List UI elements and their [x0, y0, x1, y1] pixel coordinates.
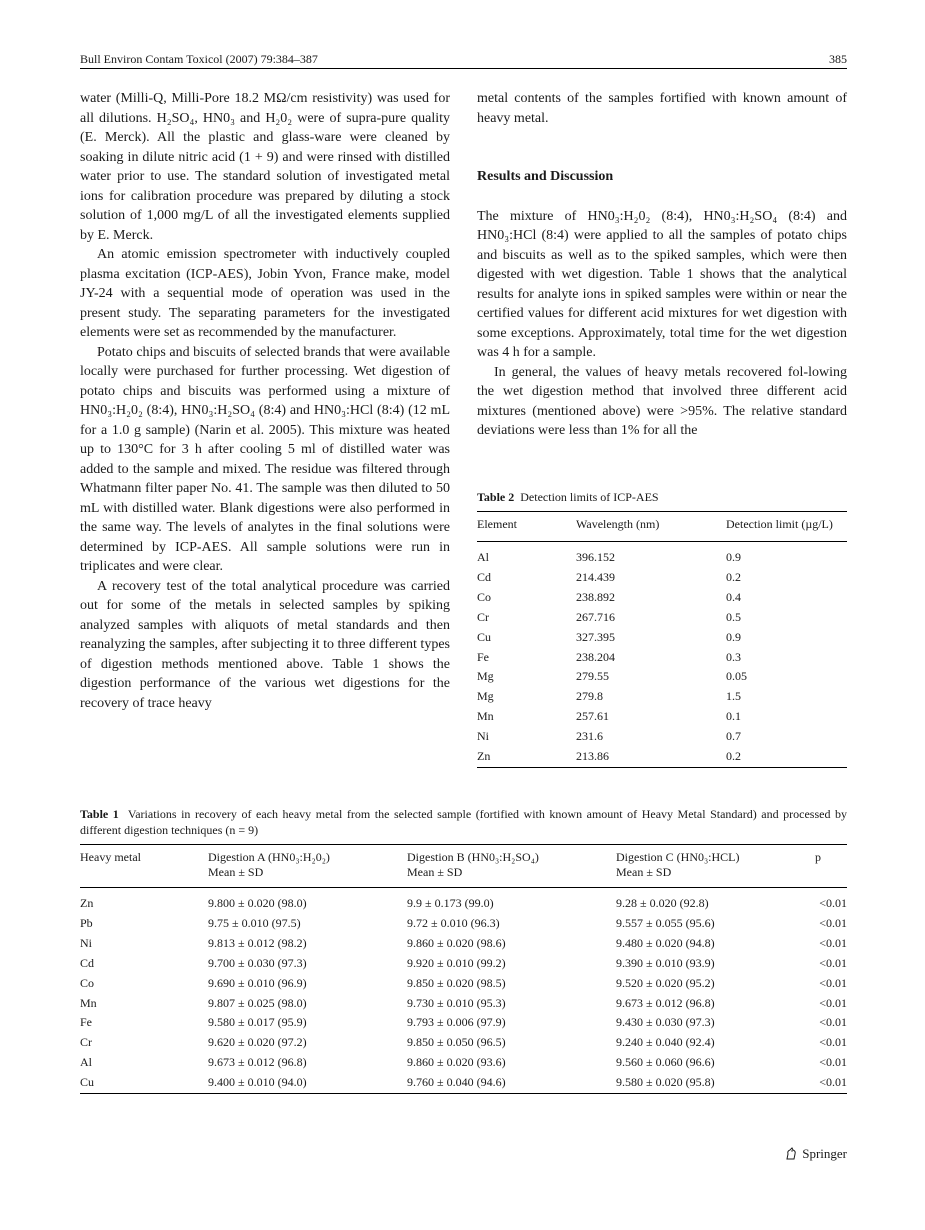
table-cell: 0.3 [726, 649, 741, 664]
column-header: Digestion B (HN0₃:H₂SO₄) Mean ± SD [407, 845, 616, 888]
table-cell: 0.5 [726, 609, 741, 624]
table-cell: 9.430 ± 0.030 (97.3) [616, 1015, 715, 1030]
table-cell: 9.860 ± 0.020 (98.6) [407, 935, 506, 950]
table-cell: 9.700 ± 0.030 (97.3) [208, 955, 307, 970]
table-cell: 9.560 ± 0.060 (96.6) [616, 1055, 715, 1070]
table-row [80, 1073, 847, 1093]
table-row [80, 1033, 847, 1053]
table-cell: 213.86 [576, 747, 726, 767]
table-cell: Cr [80, 1035, 92, 1050]
table-cell: 9.690 ± 0.010 (96.9) [208, 975, 307, 990]
table-cell: 9.72 ± 0.010 (96.3) [407, 915, 500, 930]
table-cell: 327.395 [576, 629, 615, 644]
table-cell: <0.01 [819, 1015, 847, 1030]
table-2 [477, 489, 847, 768]
table-cell: 238.892 [576, 589, 615, 604]
table-cell: 0.9 [726, 629, 741, 644]
table-cell: Al [80, 1055, 92, 1070]
table-cell: 9.850 ± 0.050 (96.5) [407, 1035, 506, 1050]
table-cell: 1.5 [726, 689, 741, 704]
table-cell: 9.673 ± 0.012 (96.8) [208, 1055, 307, 1070]
table-cell: Cd [477, 569, 492, 584]
table-cell: <0.01 [819, 995, 847, 1010]
table-cell: 0.4 [726, 589, 741, 604]
table-row [80, 954, 847, 974]
table-cell: 9.240 ± 0.040 (92.4) [616, 1035, 715, 1050]
table-cell: 9.800 ± 0.020 (98.0) [208, 896, 307, 910]
detection-limits-table [477, 511, 847, 768]
table-row [477, 707, 847, 727]
table-cell: Fe [80, 1015, 92, 1030]
table-cell: 0.7 [726, 729, 741, 744]
table-cell: Ni [80, 935, 92, 950]
publisher-footer [784, 1146, 847, 1162]
table-cell: <0.01 [815, 1073, 847, 1093]
table-cell: <0.01 [819, 955, 847, 970]
paragraph: An atomic emission spectrometer with inductively coupled plasma excitation (ICP-AES), Jobin Yvon, France make, model JY-24 with a sequential mode of operation was used in the present study. The separating parameters for the investigated elements were set as recommended by the manufacturer. [80, 247, 450, 340]
table-cell: <0.01 [819, 975, 847, 990]
table-cell: 9.760 ± 0.040 (94.6) [407, 1073, 616, 1093]
table-cell: 267.716 [576, 609, 615, 624]
table-cell: 9.850 ± 0.020 (98.5) [407, 975, 506, 990]
table-cell: 9.28 ± 0.020 (92.8) [616, 896, 709, 910]
paragraph: water (Milli-Q, Milli-Pore 18.2 MΩ/cm resistivity) was used for all dilutions. H₂SO₄, HN0₃ and H₂0₂ were of supra-pure quality (E. Merck). All the plastic and glass-ware were cleaned by soaking in dilute nitric acid (1 + 9) and were rinsed with distilled water prior to use. The standard solution of investigated metal ions for calibration procedure was prepared by diluting a stock solution of 1,000 mg/L of all the investigated elements supplied by E. Merck. [80, 91, 450, 243]
table-cell: <0.01 [819, 1055, 847, 1070]
table-row [477, 588, 847, 608]
table-cell: 257.61 [576, 709, 609, 724]
paragraph: The mixture of HN0₃:H₂0₂ (8:4), HN0₃:H₂SO₄ (8:4) and HN0₃:HCl (8:4) were applied to all the samples of potato chips and biscuits as well as to the spiked samples, which were then digested with wet digestion. Table 1 shows that the analytical results for analyte ions in spiked samples were within or near the certified values for different acid mixtures for wet digestion with some exceptions. Approximately, total time for the wet digestion was 4 h for a sample. [477, 208, 847, 360]
table-cell: Pb [80, 915, 93, 930]
table-caption [80, 806, 847, 838]
table-cell: 0.2 [726, 569, 741, 584]
table-1 [80, 806, 847, 1094]
column-header: p [815, 845, 847, 888]
table-cell: Cu [80, 1073, 208, 1093]
table-cell: <0.01 [819, 935, 847, 950]
table-cell: <0.01 [819, 1035, 847, 1050]
table-cell: Al [477, 550, 489, 564]
table-row [477, 648, 847, 668]
column-header: Digestion C (HN0₃:HCL) Mean ± SD [616, 845, 815, 888]
table-cell: 0.9 [726, 550, 741, 564]
table-cell: 9.730 ± 0.010 (95.3) [407, 995, 506, 1010]
table-cell: 9.75 ± 0.010 (97.5) [208, 915, 301, 930]
table-row [80, 1053, 847, 1073]
right-column [477, 89, 847, 441]
column-header: Element [477, 512, 576, 542]
table-cell: <0.01 [819, 896, 847, 910]
column-header: Detection limit (µg/L) [726, 512, 847, 542]
table-cell: 9.580 ± 0.020 (95.8) [616, 1073, 815, 1093]
table-cell: Cu [477, 629, 492, 644]
table-cell: 9.793 ± 0.006 (97.9) [407, 1015, 506, 1030]
table-cell: Mg [477, 669, 494, 684]
paragraph: Potato chips and biscuits of selected brands that were available locally were purchased for further processing. Wet digestion of potato chips and biscuits was performed using a mixture of HN0₃:H₂0₂ (8:4), HN0₃:H₂SO₄ (8:4) and HN0₃:HCl (8:4) (12 mL for a 1.0 g sample) (Narin et al. 2005). This mixture was heated up to 130°C for 3 h after cooling 5 ml of distilled water was added to the sample and mixed. The residue was filtered through Whatmann filter paper No. 41. The sample was then diluted to 50 mL with distilled water. Blank digestions were also performed in the same way. The levels of analytes in the final solutions were determined by ICP-AES. All sample solutions were run in triplicates and were clear. [80, 344, 450, 574]
table-cell: 9.580 ± 0.017 (95.9) [208, 1015, 307, 1030]
paragraph: A recovery test of the total analytical procedure was carried out for some of the metals in selected samples by spiking analyzed samples with aliquots of metal standards and then reanalyzing the samples, after subjecting it to three different types of digestion methods mentioned above. Table 1 shows the digestion performance of the various wet digestions for the recovery of trace heavy [80, 578, 450, 711]
table-cell: Fe [477, 649, 489, 664]
table-row [477, 568, 847, 588]
table-cell: 9.673 ± 0.012 (96.8) [616, 995, 715, 1010]
left-column [80, 89, 450, 713]
table-row [80, 1013, 847, 1033]
recovery-table [80, 844, 847, 1094]
table-cell: 9.557 ± 0.055 (95.6) [616, 915, 715, 930]
table-cell: Co [80, 975, 95, 990]
table-cell: Co [477, 589, 492, 604]
table-cell: Zn [477, 747, 576, 767]
table-caption-text: Detection limits of ICP-AES [520, 490, 659, 504]
table-cell: 238.204 [576, 649, 615, 664]
table-row [80, 914, 847, 934]
table-row [80, 994, 847, 1014]
table-cell: 0.2 [726, 747, 847, 767]
table-cell: <0.01 [819, 915, 847, 930]
table-label: Table 1 [80, 807, 119, 821]
springer-horse-icon [784, 1147, 798, 1161]
column-header: Wavelength (nm) [576, 512, 726, 542]
column-header: Heavy metal [80, 845, 208, 888]
table-cell: 396.152 [576, 550, 615, 564]
table-cell: Mn [477, 709, 494, 724]
table-cell: 0.1 [726, 709, 741, 724]
table-cell: 9.480 ± 0.020 (94.8) [616, 935, 715, 950]
table-row [80, 934, 847, 954]
table-cell: Cd [80, 955, 95, 970]
paragraph: In general, the values of heavy metals recovered fol-lowing the wet digestion method that involved three different acid mixtures (mentioned above) were >95%. The relative standard deviations were less than 1% for all the [477, 364, 847, 438]
table-cell: Zn [80, 896, 94, 910]
table-row [80, 974, 847, 994]
table-caption [477, 489, 847, 505]
journal-citation: Bull Environ Contam Toxicol (2007) 79:384–387 [80, 52, 318, 66]
table-caption-text: Variations in recovery of each heavy metal from the selected sample (fortified with known amount of Heavy Metal Standard) and processed by different digestion techniques (n = 9) [80, 807, 848, 837]
table-cell: Mg [477, 689, 494, 704]
table-cell: 9.9 ± 0.173 (99.0) [407, 896, 494, 910]
table-cell: Mn [80, 995, 97, 1010]
table-cell: 231.6 [576, 729, 603, 744]
table-cell: 214.439 [576, 569, 615, 584]
table-row [477, 628, 847, 648]
table-label: Table 2 [477, 490, 515, 504]
table-row [80, 888, 847, 914]
table-row [477, 747, 847, 767]
table-row [477, 608, 847, 628]
table-cell: 279.8 [576, 689, 603, 704]
page-number: 385 [829, 52, 847, 66]
table-cell: 279.55 [576, 669, 609, 684]
table-cell: 9.860 ± 0.020 (93.6) [407, 1055, 506, 1070]
table-cell: 9.520 ± 0.020 (95.2) [616, 975, 715, 990]
table-cell: 9.807 ± 0.025 (98.0) [208, 995, 307, 1010]
table-cell: 0.05 [726, 669, 747, 684]
running-header [80, 50, 847, 69]
table-row [477, 542, 847, 568]
table-row [477, 667, 847, 687]
table-cell: Cr [477, 609, 489, 624]
table-cell: 9.400 ± 0.010 (94.0) [208, 1073, 407, 1093]
table-row [477, 727, 847, 747]
paragraph: metal contents of the samples fortified with known amount of heavy metal. [477, 91, 847, 126]
table-row [477, 687, 847, 707]
table-cell: 9.920 ± 0.010 (99.2) [407, 955, 506, 970]
table-cell: 9.813 ± 0.012 (98.2) [208, 935, 307, 950]
table-cell: 9.390 ± 0.010 (93.9) [616, 955, 715, 970]
column-header: Digestion A (HN0₃:H₂0₂) Mean ± SD [208, 845, 407, 888]
publisher-name: Springer [802, 1146, 847, 1161]
table-cell: Ni [477, 729, 489, 744]
table-cell: 9.620 ± 0.020 (97.2) [208, 1035, 307, 1050]
section-heading: Results and Discussion [477, 169, 614, 184]
